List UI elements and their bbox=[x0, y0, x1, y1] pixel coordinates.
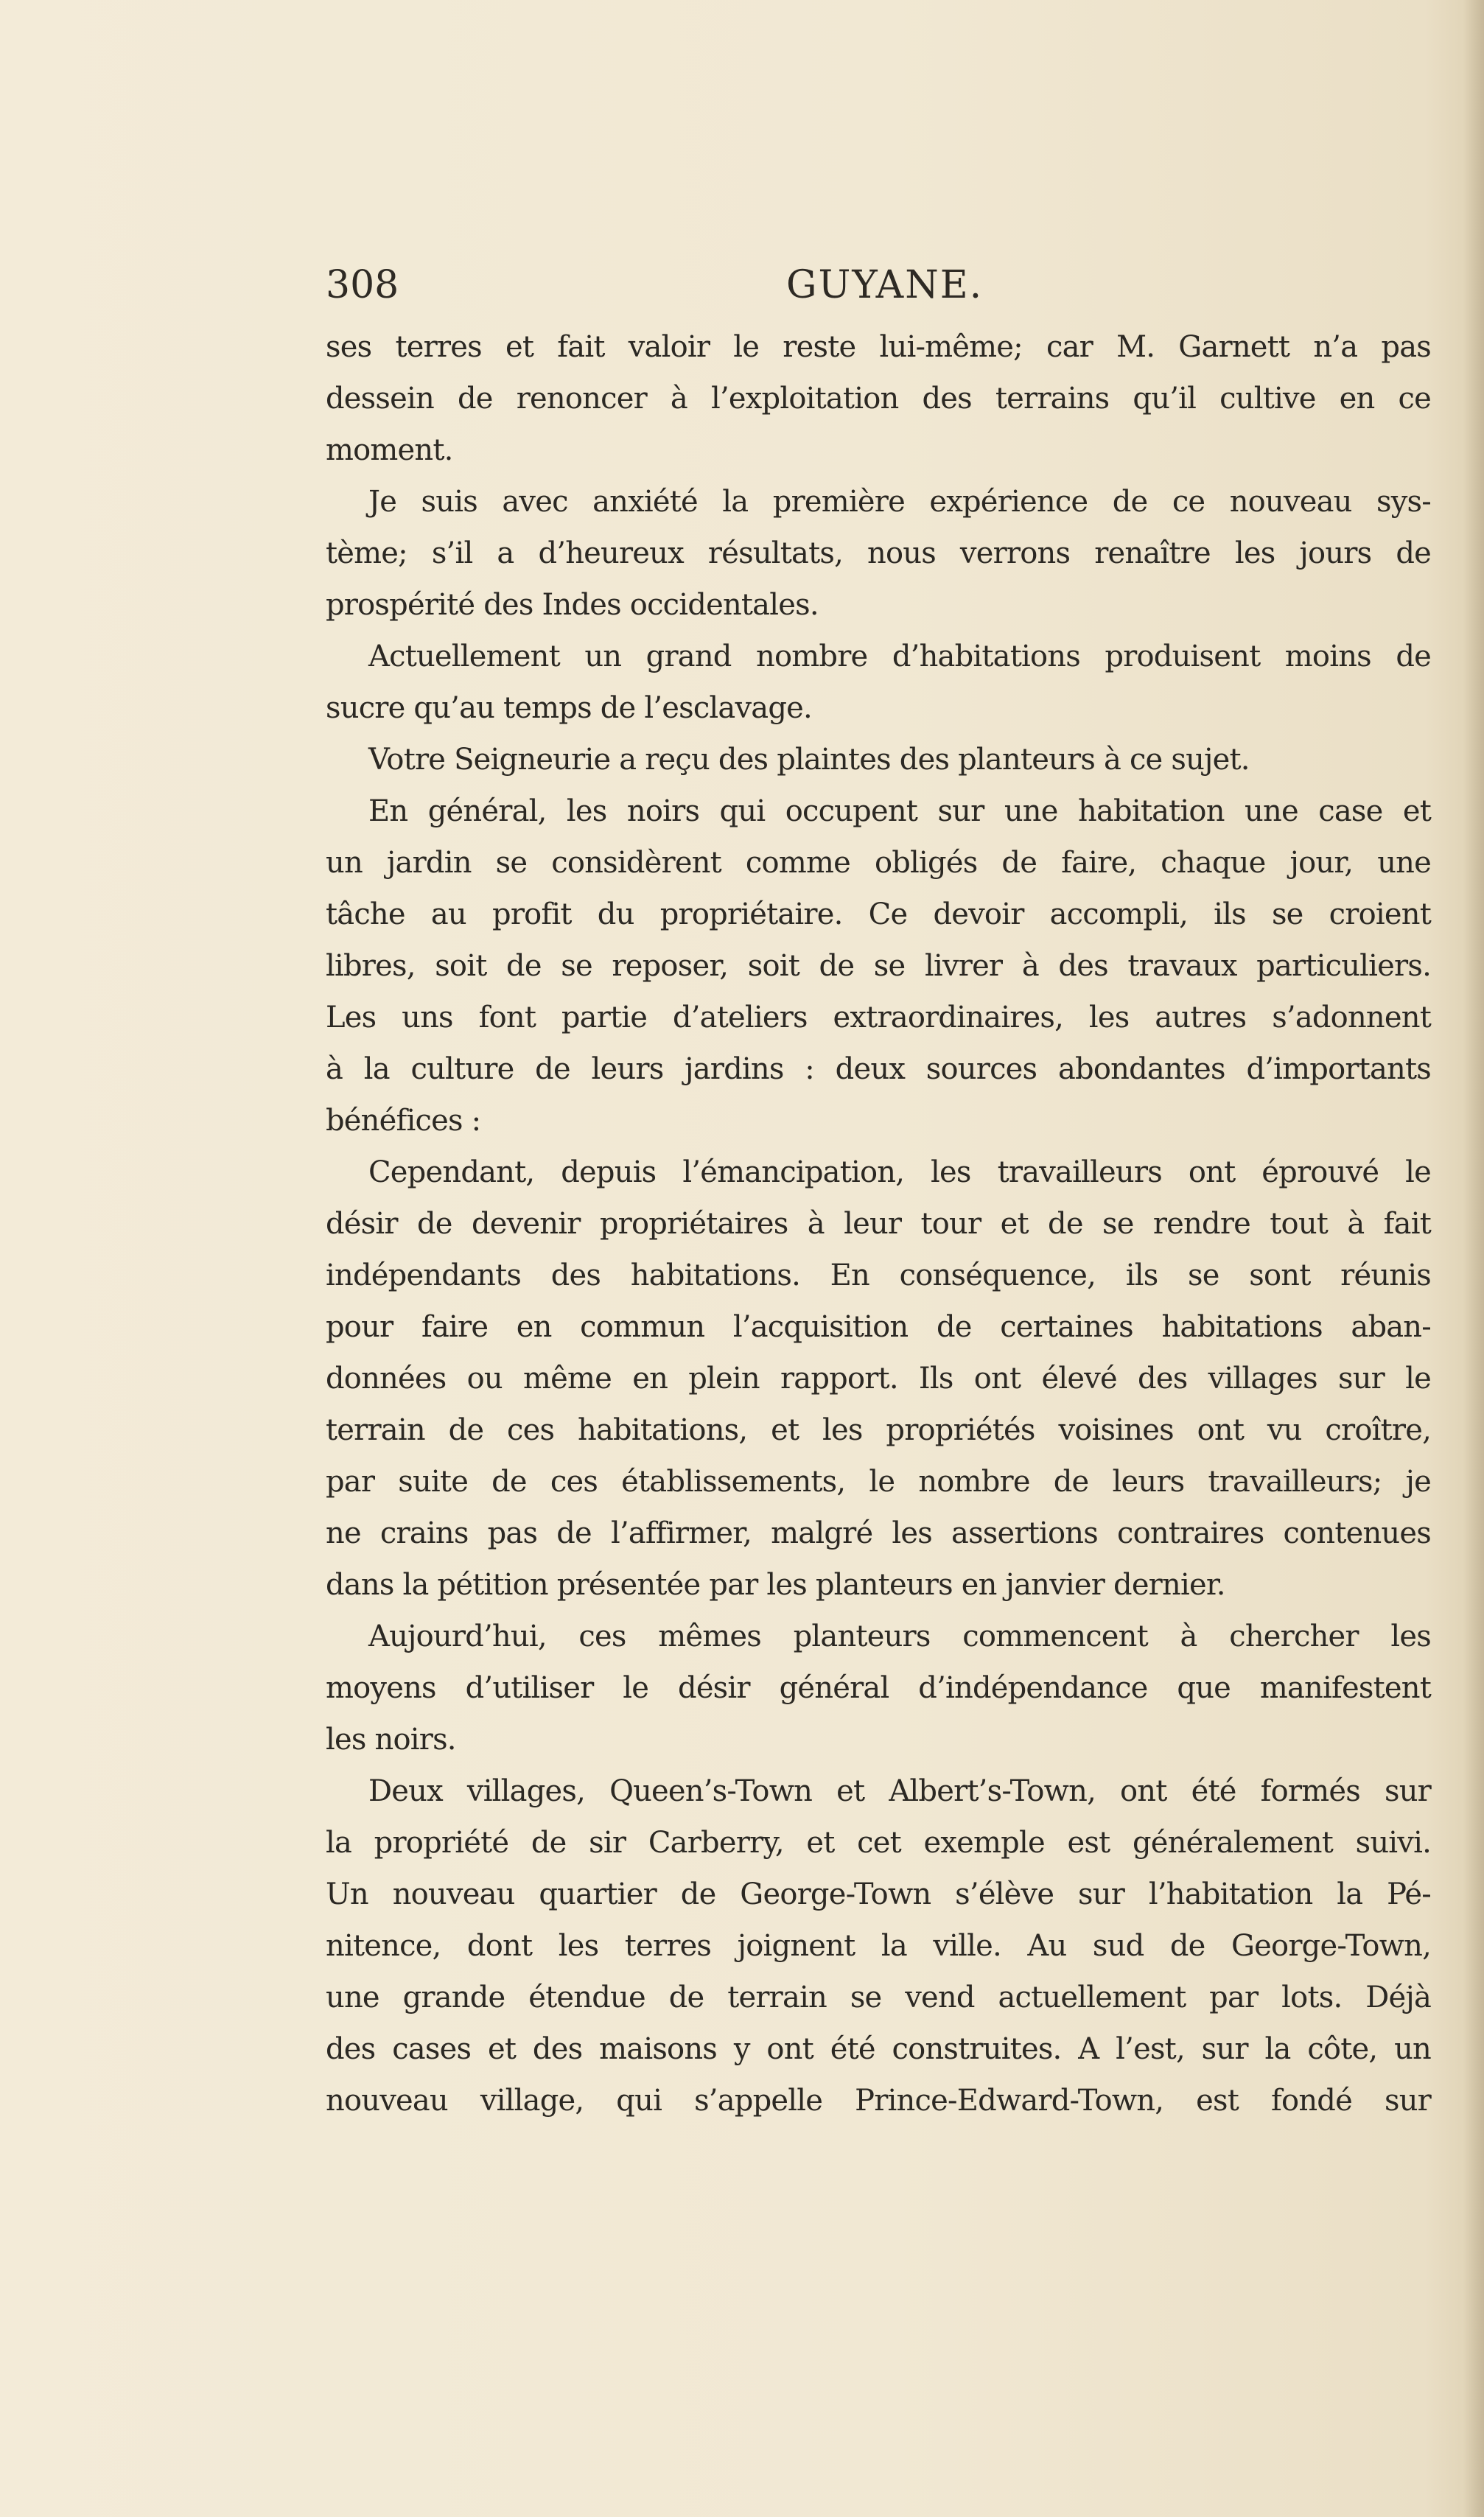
text-line: à la culture de leurs jardins : deux sources abondantes d’importants bbox=[326, 1052, 1431, 1086]
text-line: un jardin se considèrent comme obligés de faire, chaque jour, une bbox=[326, 846, 1431, 880]
text-line: sucre qu’au temps de l’esclavage. bbox=[326, 691, 812, 725]
page-header bbox=[326, 259, 1431, 311]
text-line: libres, soit de se reposer, soit de se livrer à des travaux particuliers. bbox=[326, 949, 1431, 983]
text-line: moyens d’utiliser le désir général d’indépendance que manifestent bbox=[326, 1671, 1431, 1705]
text-line: moment. bbox=[326, 433, 453, 467]
text-line: nitence, dont les terres joignent la ville. Au sud de George-Town, bbox=[326, 1929, 1431, 1963]
running-title: GUYANE. bbox=[786, 263, 984, 307]
text-line: ne crains pas de l’affirmer, malgré les assertions contraires contenues bbox=[326, 1516, 1431, 1550]
text-line: Actuellement un grand nombre d’habitations produisent moins de bbox=[368, 640, 1431, 673]
text-line: pour faire en commun l’acquisition de certaines habitations aban- bbox=[326, 1310, 1431, 1344]
text-line: les noirs. bbox=[326, 1723, 456, 1757]
text-line: tâche au profit du propriétaire. Ce devoir accompli, ils se croient bbox=[326, 897, 1431, 931]
text-line: Je suis avec anxiété la première expérience de ce nouveau sys- bbox=[368, 485, 1431, 519]
text-line: terrain de ces habitations, et les propriétés voisines ont vu croître, bbox=[326, 1413, 1431, 1447]
text-line: par suite de ces établissements, le nombre de leurs travailleurs; je bbox=[326, 1465, 1431, 1499]
text-line: Votre Seigneurie a reçu des plaintes des planteurs à ce sujet. bbox=[368, 743, 1250, 777]
text-line: des cases et des maisons y ont été construites. A l’est, sur la côte, un bbox=[326, 2032, 1431, 2066]
text-line: En général, les noirs qui occupent sur une habitation une case et bbox=[368, 794, 1431, 828]
text-line: indépendants des habitations. En conséquence, ils se sont réunis bbox=[326, 1258, 1431, 1292]
page-edge-shadow bbox=[1463, 0, 1484, 2517]
text-line: Aujourd’hui, ces mêmes planteurs commencent à chercher les bbox=[368, 1620, 1431, 1653]
text-line: tème; s’il a d’heureux résultats, nous verrons renaître les jours de bbox=[326, 536, 1431, 570]
page-number: 308 bbox=[326, 263, 399, 307]
text-line: Deux villages, Queen’s-Town et Albert’s-Town, ont été formés sur bbox=[368, 1774, 1431, 1808]
text-line: bénéfices : bbox=[326, 1104, 481, 1138]
text-line: données ou même en plein rapport. Ils ont élevé des villages sur le bbox=[326, 1362, 1431, 1396]
text-line: nouveau village, qui s’appelle Prince-Edward-Town, est fondé sur bbox=[326, 2084, 1431, 2118]
text-line: ses terres et fait valoir le reste lui-même; car M. Garnett n’a pas bbox=[326, 330, 1431, 364]
text-line: la propriété de sir Carberry, et cet exemple est généralement suivi. bbox=[326, 1826, 1431, 1860]
text-line: une grande étendue de terrain se vend actuellement par lots. Déjà bbox=[326, 1981, 1431, 2014]
text-line: Les uns font partie d’ateliers extraordinaires, les autres s’adonnent bbox=[326, 1001, 1431, 1035]
text-line: Cependant, depuis l’émancipation, les travailleurs ont éprouvé le bbox=[368, 1155, 1431, 1189]
text-line: dessein de renoncer à l’exploitation des terrains qu’il cultive en ce bbox=[326, 382, 1431, 416]
text-line: Un nouveau quartier de George-Town s’élève sur l’habitation la Pé- bbox=[326, 1877, 1431, 1911]
text-line: désir de devenir propriétaires à leur tour et de se rendre tout à fait bbox=[326, 1207, 1431, 1241]
text-line: prospérité des Indes occidentales. bbox=[326, 588, 819, 622]
text-line: dans la pétition présentée par les planteurs en janvier dernier. bbox=[326, 1568, 1225, 1602]
body-text bbox=[326, 321, 1431, 2126]
